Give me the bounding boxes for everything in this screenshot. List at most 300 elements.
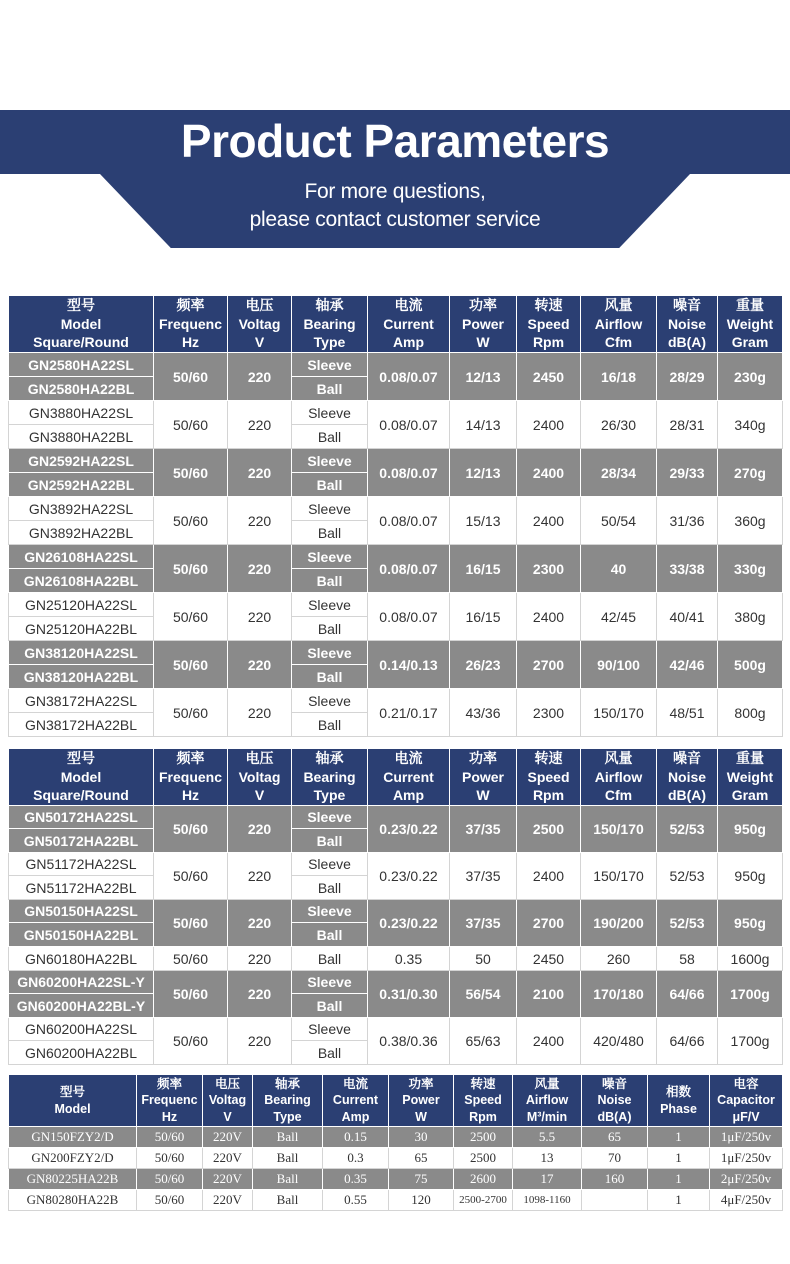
model-cell: GN38120HA22SL bbox=[9, 641, 154, 665]
header-unit: Rpm bbox=[532, 334, 565, 351]
power-cell: 37/35 bbox=[450, 806, 517, 853]
model-cell: GN3880HA22BL bbox=[9, 425, 154, 449]
model-cell: GN200FZY2/D bbox=[9, 1148, 137, 1169]
voltage-cell: 220 bbox=[228, 353, 292, 401]
noise-cell bbox=[582, 1190, 648, 1211]
header-cn: 电容 bbox=[733, 1076, 759, 1091]
header-en: Current bbox=[383, 768, 434, 785]
header-unit: Type bbox=[273, 1109, 302, 1124]
power-cell: 12/13 bbox=[450, 449, 517, 497]
column-header bbox=[154, 749, 228, 806]
noise-cell: 65 bbox=[582, 1127, 648, 1148]
header-en: Model bbox=[60, 768, 102, 785]
current-cell: 0.08/0.07 bbox=[368, 545, 450, 593]
current-cell: 0.08/0.07 bbox=[368, 401, 450, 449]
column-header bbox=[581, 749, 657, 806]
power-cell: 120 bbox=[389, 1190, 454, 1211]
phase-cell: 1 bbox=[648, 1127, 710, 1148]
speed-cell: 2300 bbox=[517, 545, 581, 593]
airflow-cell: 40 bbox=[581, 545, 657, 593]
page-title: Product Parameters bbox=[180, 115, 610, 167]
model-cell: GN150FZY2/D bbox=[9, 1127, 137, 1148]
header-unit: Cfm bbox=[604, 787, 633, 804]
capacitor-cell: 4μF/250v bbox=[710, 1190, 783, 1211]
airflow-cell: 260 bbox=[581, 947, 657, 971]
header-cn: 频率 bbox=[176, 750, 205, 767]
speed-cell: 2400 bbox=[517, 401, 581, 449]
airflow-cell: 5.5 bbox=[513, 1127, 582, 1148]
frequency-cell: 50/60 bbox=[154, 689, 228, 737]
noise-cell: 31/36 bbox=[657, 497, 718, 545]
header-unit: Amp bbox=[392, 787, 425, 804]
header-cn: 型号 bbox=[67, 297, 95, 314]
column-header bbox=[450, 296, 517, 353]
header-unit: V bbox=[223, 1109, 232, 1124]
header-en: Frequenc bbox=[158, 768, 222, 785]
weight-cell: 950g bbox=[718, 806, 783, 853]
noise-cell: 48/51 bbox=[657, 689, 718, 737]
noise-cell: 52/53 bbox=[657, 806, 718, 853]
table-row bbox=[9, 497, 783, 521]
noise-cell: 64/66 bbox=[657, 971, 718, 1018]
speed-cell: 2450 bbox=[517, 353, 581, 401]
voltage-cell: 220V bbox=[203, 1190, 253, 1211]
model-cell: GN25120HA22BL bbox=[9, 617, 154, 641]
bearing-cell: Ball bbox=[292, 876, 368, 900]
column-header bbox=[292, 749, 368, 806]
airflow-cell: 50/54 bbox=[581, 497, 657, 545]
capacitor-cell: 1μF/250v bbox=[710, 1127, 783, 1148]
column-header bbox=[450, 749, 517, 806]
column-header bbox=[454, 1075, 513, 1127]
header-en: Phase bbox=[660, 1101, 697, 1116]
voltage-cell: 220 bbox=[228, 900, 292, 947]
header-en: Current bbox=[332, 1093, 379, 1108]
header-en: Voltag bbox=[238, 768, 281, 785]
header-cn: 风量 bbox=[534, 1076, 560, 1091]
column-header bbox=[657, 296, 718, 353]
airflow-cell: 28/34 bbox=[581, 449, 657, 497]
current-cell: 0.15 bbox=[323, 1127, 389, 1148]
weight-cell: 270g bbox=[718, 449, 783, 497]
voltage-cell: 220 bbox=[228, 593, 292, 641]
current-cell: 0.3 bbox=[323, 1148, 389, 1169]
voltage-cell: 220V bbox=[203, 1169, 253, 1190]
table-row bbox=[9, 449, 783, 473]
voltage-cell: 220 bbox=[228, 641, 292, 689]
airflow-cell: 16/18 bbox=[581, 353, 657, 401]
column-header bbox=[648, 1075, 710, 1127]
header-cn: 相数 bbox=[665, 1085, 691, 1099]
weight-cell: 230g bbox=[718, 353, 783, 401]
airflow-cell: 90/100 bbox=[581, 641, 657, 689]
noise-cell: 160 bbox=[582, 1169, 648, 1190]
power-cell: 75 bbox=[389, 1169, 454, 1190]
header-en: Capacitor bbox=[717, 1093, 775, 1108]
header-cn: 风量 bbox=[604, 297, 633, 314]
frequency-cell: 50/60 bbox=[154, 947, 228, 971]
bearing-cell: Sleeve bbox=[292, 641, 368, 665]
speed-cell: 2400 bbox=[517, 853, 581, 900]
header-en: Current bbox=[383, 315, 434, 332]
banner-subtitle-line2: please contact customer service bbox=[249, 208, 541, 231]
power-cell: 26/23 bbox=[450, 641, 517, 689]
power-cell: 37/35 bbox=[450, 853, 517, 900]
noise-cell: 29/33 bbox=[657, 449, 718, 497]
header-unit: Type bbox=[313, 334, 346, 351]
header-cn: 功率 bbox=[469, 750, 497, 767]
column-header bbox=[513, 1075, 582, 1127]
column-header bbox=[517, 749, 581, 806]
weight-cell: 1600g bbox=[718, 947, 783, 971]
header-cn: 重量 bbox=[736, 750, 764, 767]
header-unit: Rpm bbox=[469, 1109, 497, 1124]
speed-cell: 2600 bbox=[454, 1169, 513, 1190]
weight-cell: 340g bbox=[718, 401, 783, 449]
bearing-cell: Ball bbox=[292, 994, 368, 1018]
header-cn: 噪音 bbox=[673, 297, 701, 314]
header-unit: Gram bbox=[731, 787, 769, 804]
column-header bbox=[718, 296, 783, 353]
weight-cell: 500g bbox=[718, 641, 783, 689]
header-cn: 轴承 bbox=[315, 297, 344, 314]
header-en: Bearing bbox=[264, 1093, 311, 1108]
capacitor-cell: 2μF/250v bbox=[710, 1169, 783, 1190]
column-header bbox=[9, 749, 154, 806]
header-en: Weight bbox=[726, 315, 774, 332]
header-cn: 功率 bbox=[469, 297, 497, 314]
bearing-cell: Ball bbox=[292, 665, 368, 689]
current-cell: 0.21/0.17 bbox=[368, 689, 450, 737]
current-cell: 0.23/0.22 bbox=[368, 900, 450, 947]
column-header bbox=[581, 296, 657, 353]
current-cell: 0.23/0.22 bbox=[368, 853, 450, 900]
header-cn: 型号 bbox=[59, 1085, 85, 1099]
speed-cell: 2500 bbox=[454, 1148, 513, 1169]
model-cell: GN51172HA22BL bbox=[9, 876, 154, 900]
model-cell: GN60200HA22SL bbox=[9, 1018, 154, 1041]
header-en: Airflow bbox=[594, 768, 643, 785]
voltage-cell: 220V bbox=[203, 1127, 253, 1148]
header-unit: dB(A) bbox=[667, 787, 707, 804]
header-unit: Hz bbox=[181, 787, 200, 804]
header-unit: Amp bbox=[341, 1109, 370, 1124]
header-cn: 轴承 bbox=[274, 1076, 300, 1091]
model-cell: GN80280HA22B bbox=[9, 1190, 137, 1211]
header-unit: Hz bbox=[181, 334, 200, 351]
frequency-cell: 50/60 bbox=[154, 806, 228, 853]
airflow-cell: 26/30 bbox=[581, 401, 657, 449]
noise-cell: 28/31 bbox=[657, 401, 718, 449]
airflow-cell: 1098-1160 bbox=[513, 1190, 582, 1211]
airflow-cell: 190/200 bbox=[581, 900, 657, 947]
header-cn: 功率 bbox=[408, 1076, 434, 1091]
header-unit: W bbox=[415, 1109, 427, 1124]
power-cell: 56/54 bbox=[450, 971, 517, 1018]
voltage-cell: 220 bbox=[228, 947, 292, 971]
header-en: Model bbox=[54, 1101, 91, 1116]
bearing-cell: Sleeve bbox=[292, 689, 368, 713]
bearing-cell: Sleeve bbox=[292, 497, 368, 521]
frequency-cell: 50/60 bbox=[154, 971, 228, 1018]
header-en: Power bbox=[461, 768, 504, 785]
weight-cell: 800g bbox=[718, 689, 783, 737]
power-cell: 50 bbox=[450, 947, 517, 971]
header-cn: 轴承 bbox=[315, 750, 344, 767]
header-en: Speed bbox=[464, 1093, 502, 1108]
header-cn: 电压 bbox=[245, 297, 274, 314]
table-row bbox=[9, 401, 783, 425]
header-en: Speed bbox=[527, 768, 570, 785]
header-cn: 转速 bbox=[534, 297, 563, 314]
header-unit: V bbox=[254, 334, 265, 351]
header-en: Power bbox=[402, 1093, 440, 1108]
frequency-cell: 50/60 bbox=[154, 353, 228, 401]
model-cell: GN38172HA22SL bbox=[9, 689, 154, 713]
header-en: Speed bbox=[527, 315, 570, 332]
column-header bbox=[368, 749, 450, 806]
header-en: Voltag bbox=[208, 1093, 247, 1108]
bearing-cell: Ball bbox=[253, 1148, 323, 1169]
bearing-cell: Ball bbox=[292, 473, 368, 497]
power-cell: 43/36 bbox=[450, 689, 517, 737]
column-header bbox=[389, 1075, 454, 1127]
table-row bbox=[9, 1190, 783, 1211]
column-header bbox=[154, 296, 228, 353]
current-cell: 0.31/0.30 bbox=[368, 971, 450, 1018]
speed-cell: 2500 bbox=[517, 806, 581, 853]
model-cell: GN3892HA22BL bbox=[9, 521, 154, 545]
power-cell: 37/35 bbox=[450, 900, 517, 947]
voltage-cell: 220 bbox=[228, 806, 292, 853]
header-unit: W bbox=[476, 334, 490, 351]
speed-cell: 2400 bbox=[517, 593, 581, 641]
noise-cell: 52/53 bbox=[657, 853, 718, 900]
table-row bbox=[9, 545, 783, 569]
bearing-cell: Ball bbox=[292, 617, 368, 641]
header-en: Bearing bbox=[303, 315, 356, 332]
column-header bbox=[203, 1075, 253, 1127]
header-en: Noise bbox=[667, 768, 707, 785]
table-row bbox=[9, 689, 783, 713]
header-en: Frequenc bbox=[158, 315, 222, 332]
column-header bbox=[368, 296, 450, 353]
noise-cell: 52/53 bbox=[657, 900, 718, 947]
table-row bbox=[9, 1127, 783, 1148]
bearing-cell: Sleeve bbox=[292, 401, 368, 425]
power-cell: 15/13 bbox=[450, 497, 517, 545]
model-cell: GN50150HA22BL bbox=[9, 923, 154, 947]
banner-subtitle-line1: For more questions, bbox=[304, 180, 486, 203]
bearing-cell: Ball bbox=[292, 1041, 368, 1065]
bearing-cell: Ball bbox=[292, 521, 368, 545]
phase-cell: 1 bbox=[648, 1190, 710, 1211]
power-cell: 65 bbox=[389, 1148, 454, 1169]
weight-cell: 330g bbox=[718, 545, 783, 593]
header-unit: μF/V bbox=[732, 1109, 760, 1124]
model-cell: GN3892HA22SL bbox=[9, 497, 154, 521]
column-header bbox=[582, 1075, 648, 1127]
column-header bbox=[137, 1075, 203, 1127]
bearing-cell: Sleeve bbox=[292, 449, 368, 473]
table-row bbox=[9, 641, 783, 665]
voltage-cell: 220 bbox=[228, 853, 292, 900]
table-row bbox=[9, 593, 783, 617]
table-row bbox=[9, 1169, 783, 1190]
table-row bbox=[9, 947, 783, 971]
model-cell: GN2580HA22BL bbox=[9, 377, 154, 401]
header-unit: Rpm bbox=[532, 787, 565, 804]
model-cell: GN51172HA22SL bbox=[9, 853, 154, 876]
header-unit: Gram bbox=[731, 334, 769, 351]
frequency-cell: 50/60 bbox=[154, 853, 228, 900]
table-row bbox=[9, 1148, 783, 1169]
model-cell: GN25120HA22SL bbox=[9, 593, 154, 617]
noise-cell: 42/46 bbox=[657, 641, 718, 689]
model-cell: GN50150HA22SL bbox=[9, 900, 154, 923]
noise-cell: 33/38 bbox=[657, 545, 718, 593]
speed-cell: 2500 bbox=[454, 1127, 513, 1148]
column-header bbox=[517, 296, 581, 353]
current-cell: 0.08/0.07 bbox=[368, 449, 450, 497]
model-cell: GN60200HA22BL bbox=[9, 1041, 154, 1065]
header-en: Weight bbox=[726, 768, 774, 785]
model-cell: GN80225HA22B bbox=[9, 1169, 137, 1190]
bearing-cell: Sleeve bbox=[292, 853, 368, 876]
speed-cell: 2700 bbox=[517, 900, 581, 947]
column-header bbox=[228, 749, 292, 806]
column-header bbox=[710, 1075, 783, 1127]
bearing-cell: Ball bbox=[292, 947, 368, 971]
header-en: Frequenc bbox=[141, 1093, 198, 1108]
bearing-cell: Sleeve bbox=[292, 806, 368, 829]
bearing-cell: Sleeve bbox=[292, 353, 368, 377]
header-cn: 重量 bbox=[736, 297, 764, 314]
header-unit: M³/min bbox=[526, 1109, 568, 1124]
model-cell: GN3880HA22SL bbox=[9, 401, 154, 425]
header-cn: 型号 bbox=[67, 750, 95, 767]
bearing-cell: Ball bbox=[253, 1127, 323, 1148]
bearing-cell: Ball bbox=[253, 1169, 323, 1190]
header-unit: dB(A) bbox=[667, 334, 707, 351]
bearing-cell: Ball bbox=[292, 377, 368, 401]
header-cn: 电流 bbox=[342, 1076, 368, 1091]
model-cell: GN26108HA22BL bbox=[9, 569, 154, 593]
voltage-cell: 220 bbox=[228, 971, 292, 1018]
speed-cell: 2450 bbox=[517, 947, 581, 971]
speed-cell: 2500-2700 bbox=[454, 1190, 513, 1211]
column-header bbox=[9, 1075, 137, 1127]
bearing-cell: Ball bbox=[253, 1190, 323, 1211]
header-en: Voltag bbox=[238, 315, 281, 332]
speed-cell: 2400 bbox=[517, 449, 581, 497]
model-cell: GN60200HA22SL-Y bbox=[9, 971, 154, 994]
speed-cell: 2700 bbox=[517, 641, 581, 689]
bearing-cell: Ball bbox=[292, 923, 368, 947]
airflow-cell: 150/170 bbox=[581, 806, 657, 853]
speed-cell: 2100 bbox=[517, 971, 581, 1018]
current-cell: 0.35 bbox=[323, 1169, 389, 1190]
column-header bbox=[9, 296, 154, 353]
airflow-cell: 420/480 bbox=[581, 1018, 657, 1065]
airflow-cell: 170/180 bbox=[581, 971, 657, 1018]
power-cell: 16/15 bbox=[450, 545, 517, 593]
capacitor-cell: 1μF/250v bbox=[710, 1148, 783, 1169]
column-header bbox=[228, 296, 292, 353]
header-cn: 转速 bbox=[470, 1076, 496, 1091]
noise-cell: 58 bbox=[657, 947, 718, 971]
bearing-cell: Ball bbox=[292, 713, 368, 737]
power-cell: 16/15 bbox=[450, 593, 517, 641]
header-cn: 频率 bbox=[176, 297, 205, 314]
header-en: Model bbox=[60, 315, 102, 332]
spec-table-1 bbox=[8, 295, 783, 737]
frequency-cell: 50/60 bbox=[154, 449, 228, 497]
weight-cell: 950g bbox=[718, 853, 783, 900]
header-cn: 转速 bbox=[534, 750, 563, 767]
header-unit: Hz bbox=[161, 1109, 178, 1124]
header-cn: 噪音 bbox=[601, 1076, 627, 1091]
header-en: Airflow bbox=[525, 1093, 569, 1108]
bearing-cell: Ball bbox=[292, 569, 368, 593]
header-en: Noise bbox=[667, 315, 707, 332]
noise-cell: 70 bbox=[582, 1148, 648, 1169]
bearing-cell: Sleeve bbox=[292, 900, 368, 923]
header-en: Airflow bbox=[594, 315, 643, 332]
noise-cell: 40/41 bbox=[657, 593, 718, 641]
power-cell: 12/13 bbox=[450, 353, 517, 401]
current-cell: 0.08/0.07 bbox=[368, 497, 450, 545]
header-cn: 电流 bbox=[394, 750, 423, 767]
table-row bbox=[9, 353, 783, 377]
model-cell: GN38120HA22BL bbox=[9, 665, 154, 689]
weight-cell: 950g bbox=[718, 900, 783, 947]
header-en: Noise bbox=[597, 1093, 632, 1108]
model-cell: GN26108HA22SL bbox=[9, 545, 154, 569]
bearing-cell: Sleeve bbox=[292, 593, 368, 617]
noise-cell: 64/66 bbox=[657, 1018, 718, 1065]
spec-table-2 bbox=[8, 748, 783, 1065]
spec-table-3 bbox=[8, 1074, 783, 1211]
header-unit: dB(A) bbox=[597, 1109, 632, 1124]
bearing-cell: Sleeve bbox=[292, 1018, 368, 1041]
speed-cell: 2300 bbox=[517, 689, 581, 737]
model-cell: GN60180HA22BL bbox=[9, 947, 154, 971]
header-en: Power bbox=[461, 315, 504, 332]
voltage-cell: 220 bbox=[228, 545, 292, 593]
model-cell: GN50172HA22BL bbox=[9, 829, 154, 853]
airflow-cell: 150/170 bbox=[581, 689, 657, 737]
header-unit: Square/Round bbox=[33, 334, 129, 351]
voltage-cell: 220 bbox=[228, 401, 292, 449]
airflow-cell: 17 bbox=[513, 1169, 582, 1190]
frequency-cell: 50/60 bbox=[137, 1127, 203, 1148]
column-header bbox=[253, 1075, 323, 1127]
airflow-cell: 42/45 bbox=[581, 593, 657, 641]
speed-cell: 2400 bbox=[517, 497, 581, 545]
speed-cell: 2400 bbox=[517, 1018, 581, 1065]
frequency-cell: 50/60 bbox=[154, 401, 228, 449]
bearing-cell: Sleeve bbox=[292, 545, 368, 569]
column-header bbox=[718, 749, 783, 806]
bearing-cell: Ball bbox=[292, 425, 368, 449]
weight-cell: 380g bbox=[718, 593, 783, 641]
header-unit: W bbox=[476, 787, 490, 804]
header-cn: 噪音 bbox=[673, 750, 701, 767]
current-cell: 0.08/0.07 bbox=[368, 353, 450, 401]
phase-cell: 1 bbox=[648, 1169, 710, 1190]
power-cell: 14/13 bbox=[450, 401, 517, 449]
